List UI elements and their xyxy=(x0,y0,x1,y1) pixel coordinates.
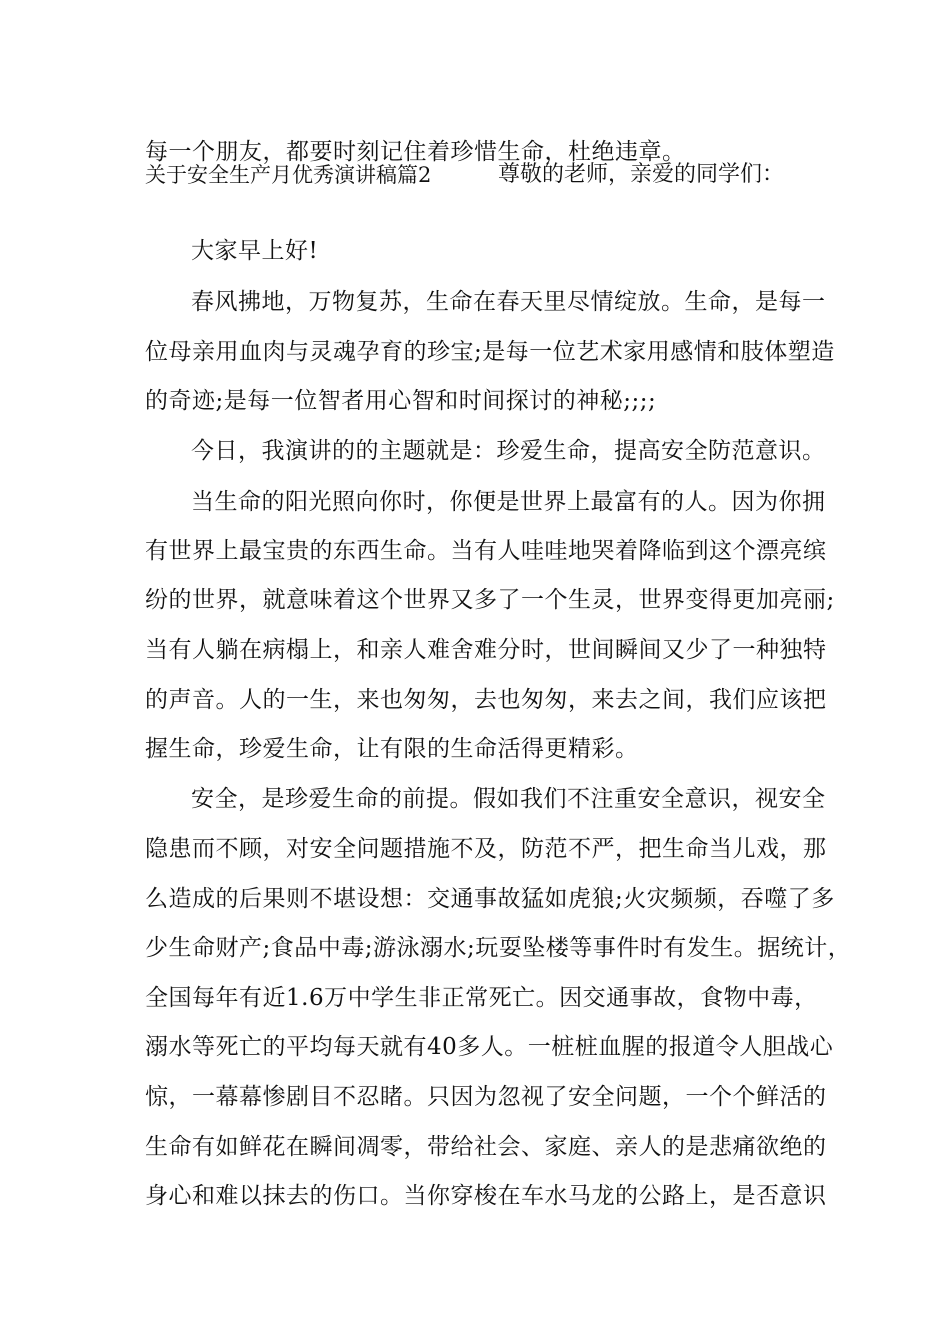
paragraph-line: 惊，一幕幕惨剧目不忍睹。只因为忽视了安全问题，一个个鲜活的 xyxy=(145,1084,827,1110)
paragraph-line: 今日，我演讲的的主题就是：珍爱生命，提高安全防范意识。 xyxy=(191,438,826,464)
paragraph-line: 安全，是珍爱生命的前提。假如我们不注重安全意识，视安全 xyxy=(191,786,826,812)
paragraph-line: 当生命的阳光照向你时，你便是世界上最富有的人。因为你拥 xyxy=(191,489,826,515)
section-title: 关于安全生产月优秀演讲稿篇2 xyxy=(145,163,432,187)
paragraph-line: 纷的世界，就意味着这个世界又多了一个生灵，世界变得更加亮丽; xyxy=(145,587,835,613)
paragraph-line: 当有人躺在病榻上，和亲人难舍难分时，世间瞬间又少了一种独特 xyxy=(145,637,827,663)
paragraph-line: 位母亲用血肉与灵魂孕育的珍宝;是每一位艺术家用感情和肢体塑造 xyxy=(145,339,835,365)
paragraph-line: 的奇迹;是每一位智者用心智和时间探讨的神秘;;;; xyxy=(145,388,657,414)
paragraph-line: 的声音。人的一生，来也匆匆，去也匆匆，来去之间，我们应该把 xyxy=(145,687,827,713)
salutation: 尊敬的老师，亲爱的同学们： xyxy=(498,162,785,187)
opening-line: 每一个朋友，都要时刻记住着珍惜生命，杜绝违章。 xyxy=(145,139,686,165)
paragraph-line: 溺水等死亡的平均每天就有40多人。一桩桩血腥的报道令人胆战心 xyxy=(145,1034,834,1060)
paragraph-line: 身心和难以抹去的伤口。当你穿梭在车水马龙的公路上，是否意识 xyxy=(145,1183,827,1209)
paragraph-line: 握生命，珍爱生命，让有限的生命活得更精彩。 xyxy=(145,736,639,762)
paragraph-line: 少生命财产;食品中毒;游泳溺水;玩耍坠楼等事件时有发生。据统计， xyxy=(145,935,852,961)
paragraph-line: 隐患而不顾，对安全问题措施不及，防范不严，把生命当儿戏，那 xyxy=(145,836,827,862)
paragraph-line: 生命有如鲜花在瞬间凋零，带给社会、家庭、亲人的是悲痛欲绝的 xyxy=(145,1134,827,1160)
paragraph-line: 有世界上最宝贵的东西生命。当有人哇哇地哭着降临到这个漂亮缤 xyxy=(145,538,827,564)
paragraph-line: 么造成的后果则不堪设想：交通事故猛如虎狼;火灾频频，吞噬了多 xyxy=(145,886,835,912)
paragraph-line: 大家早上好! xyxy=(191,238,319,264)
paragraph-line: 春风拂地，万物复苏，生命在春天里尽情绽放。生命，是每一 xyxy=(191,289,826,315)
paragraph-line: 全国每年有近1.6万中学生非正常死亡。因交通事故，食物中毒， xyxy=(145,985,818,1011)
